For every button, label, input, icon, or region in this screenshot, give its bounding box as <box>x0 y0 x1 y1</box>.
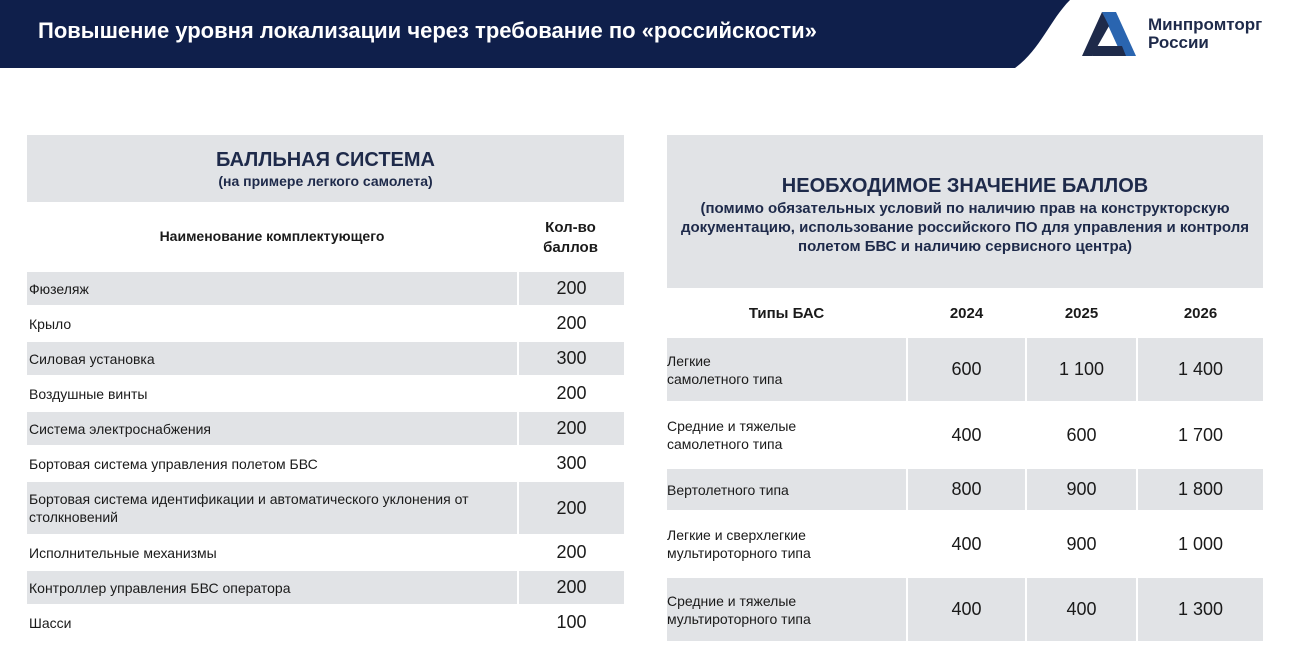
required-points-value: 900 <box>1066 533 1097 554</box>
component-name: Крыло <box>29 315 72 332</box>
table-row <box>27 606 624 641</box>
required-points-value: 1 300 <box>1138 578 1263 641</box>
component-points: 300 <box>519 342 624 375</box>
required-points-table <box>667 135 1263 643</box>
uas-type-line-1: Средние и тяжелые <box>667 418 797 434</box>
table-row <box>667 512 1263 578</box>
points-system-header <box>27 135 624 202</box>
required-points-value: 800 <box>908 469 1025 510</box>
uas-type-name <box>667 512 906 576</box>
table-row <box>27 342 624 377</box>
table-row <box>27 412 624 447</box>
table-row <box>27 447 624 482</box>
year-column-header: 2025 <box>1064 305 1099 322</box>
uas-type-name <box>667 403 906 467</box>
ministry-logo <box>1082 12 1282 58</box>
uas-type-line-2: самолетного типа <box>667 436 783 452</box>
component-name: Контроллер управления БВС оператора <box>27 571 517 604</box>
component-points: 200 <box>519 412 624 445</box>
points-system-subtitle: (на примере легкого самолета) <box>218 173 433 189</box>
required-points-header <box>667 135 1263 288</box>
table-row <box>27 482 624 536</box>
uas-type-name <box>667 338 906 401</box>
points-header-line-1: Кол-во <box>545 219 596 236</box>
component-points: 100 <box>556 612 587 632</box>
table-row <box>667 578 1263 643</box>
component-points: 200 <box>519 571 624 604</box>
component-points: 200 <box>519 482 624 534</box>
required-points-value: 1 100 <box>1027 338 1136 401</box>
required-points-value: 400 <box>951 533 982 554</box>
logo-line-2: России <box>1148 33 1209 52</box>
required-points-value: 600 <box>908 338 1025 401</box>
uas-type-line-1: Легкие и сверхлегкие <box>667 527 806 543</box>
component-points: 200 <box>519 272 624 305</box>
points-system-title: БАЛЛЬНАЯ СИСТЕМА <box>216 149 435 171</box>
points-header-line-2: баллов <box>543 239 598 256</box>
page-title: Повышение уровня локализации через требование по «российскости» <box>38 18 817 43</box>
component-name: Силовая установка <box>27 342 517 375</box>
component-column-header: Наименование комплектующего <box>159 228 385 244</box>
component-name: Система электроснабжения <box>27 412 517 445</box>
required-points-value: 1 700 <box>1177 424 1224 445</box>
required-points-title: НЕОБХОДИМОЕ ЗНАЧЕНИЕ БАЛЛОВ <box>781 175 1149 197</box>
uas-type-line-1: Средние и тяжелые <box>667 592 797 609</box>
uas-type-line-2: мультироторного типа <box>667 610 811 627</box>
uas-type-line-1: Вертолетного типа <box>667 481 789 498</box>
uas-type-name <box>667 469 906 510</box>
component-name: Бортовая система управления полетом БВС <box>29 455 318 472</box>
uas-type-line-2: самолетного типа <box>667 370 783 387</box>
component-name: Воздушные винты <box>29 385 148 402</box>
ministry-logo-icon <box>1082 12 1136 56</box>
table-row <box>667 403 1263 469</box>
table-row <box>667 469 1263 512</box>
table-row <box>27 272 624 307</box>
component-points: 200 <box>556 542 587 562</box>
component-points: 300 <box>556 453 587 473</box>
uas-type-line-2: мультироторного типа <box>667 545 811 561</box>
table-row <box>667 338 1263 403</box>
year-column-header: 2024 <box>949 305 984 322</box>
component-points: 200 <box>556 383 587 403</box>
table-row <box>27 536 624 571</box>
points-column-header <box>517 218 624 258</box>
required-points-subtitle: (помимо обязательных условий по наличию прав на конструкторскую документацию, использование российского ПО для управления и контроля полетом БВС и наличию сервисного центра) <box>680 200 1249 255</box>
required-points-value: 400 <box>1027 578 1136 641</box>
table-row <box>27 571 624 606</box>
required-points-value: 1 800 <box>1138 469 1263 510</box>
required-points-value: 1 400 <box>1138 338 1263 401</box>
required-points-value: 1 000 <box>1177 533 1224 554</box>
required-points-value: 400 <box>908 578 1025 641</box>
year-column-header: 2026 <box>1183 305 1218 322</box>
uas-type-column-header: Типы БАС <box>748 305 825 322</box>
component-points: 200 <box>556 313 587 333</box>
component-name: Шасси <box>29 614 72 631</box>
uas-type-line-1: Легкие <box>667 352 711 369</box>
required-points-value: 600 <box>1066 424 1097 445</box>
required-points-value: 900 <box>1027 469 1136 510</box>
logo-line-1: Минпромторг <box>1148 15 1263 34</box>
table-row <box>27 377 624 412</box>
component-name: Исполнительные механизмы <box>29 544 217 561</box>
required-points-value: 400 <box>951 424 982 445</box>
required-points-column-header <box>667 288 1263 338</box>
uas-type-name <box>667 578 906 641</box>
table-row <box>27 307 624 342</box>
component-name: Бортовая система идентификации и автоматического уклонения от столкновений <box>27 482 517 534</box>
header-bar <box>0 0 1300 68</box>
component-name: Фюзеляж <box>27 272 517 305</box>
points-system-table <box>27 135 624 641</box>
ministry-logo-text <box>1148 16 1262 52</box>
points-system-column-header <box>27 202 624 272</box>
